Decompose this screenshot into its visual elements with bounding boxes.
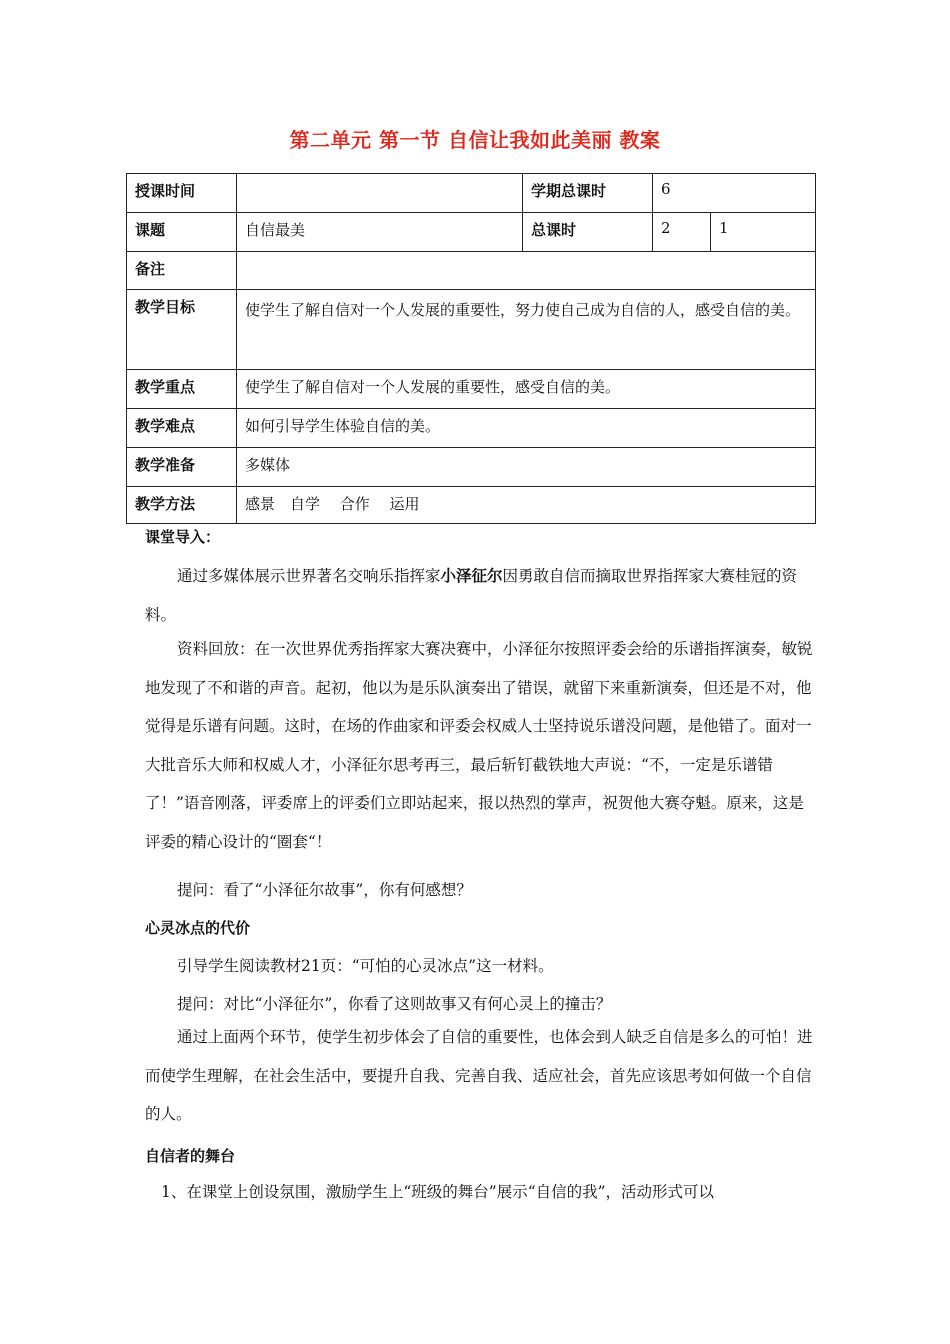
- total-hours-label: 总课时: [523, 213, 653, 252]
- term-hours-label: 学期总课时: [523, 174, 653, 213]
- stage-heading: 自信者的舞台: [145, 1147, 236, 1165]
- ice-paragraph-2: 通过上面两个环节，使学生初步体会了自信的重要性，也体会到人缺乏自信是多么的可怕！进而使学生理解，在社会生活中，要提升自我、完善自我、适应社会，首先应该思考如何做一个自信的人。: [145, 1028, 813, 1123]
- topic-value: 自信最美: [237, 213, 523, 252]
- table-row: [127, 487, 816, 524]
- ice-question: 提问：对比“小泽征尔”，你看了这则故事又有何心灵上的撞击？: [177, 995, 612, 1013]
- intro-paragraph-2: 资料回放：在一次世界优秀指挥家大赛决赛中，小泽征尔按照评委会给的乐谱指挥演奏，敏锐地发现了不和谐的声音。起初，他以为是乐队演奏出了错误，就留下来重新演奏，但还是不对，他觉得是乐谱有问题。这时，在场的作曲家和评委会权威人士坚持说乐谱没问题，是他错了。面对一大批音乐大师和权威人才，小泽征尔思考再三，最后斩钉截铁地大声说：“不，一定是乐谱错了！”语音刚落，评委席上的评委们立即站起来，报以热烈的掌声，祝贺他大赛夺魁。原来，这是评委的精心设计的“圈套“！: [145, 640, 813, 851]
- intro-paragraph-1: [145, 557, 817, 634]
- page-title: 第二单元 第一节 自信让我如此美丽 教案: [289, 128, 661, 152]
- prep-value: 多媒体: [237, 448, 816, 487]
- intro-text-b: 因勇敢自信而摘取世界指挥家大赛桂冠的资料。: [145, 567, 798, 624]
- table-row: [127, 448, 816, 487]
- table-row: [127, 252, 816, 290]
- stage-paragraph-1: 1、在课堂上创设氛围，激励学生上“班级的舞台”展示“自信的我”，活动形式可以: [161, 1183, 715, 1201]
- table-row: [127, 213, 816, 252]
- ice-paragraph-1: 引导学生阅读教材21页：“可怕的心灵冰点”这一材料。: [177, 957, 554, 975]
- goal-value: 使学生了解自信对一个人发展的重要性，努力使自己成为自信的人，感受自信的美。: [245, 301, 801, 319]
- time-value: [237, 174, 523, 213]
- table-row: [127, 174, 816, 213]
- intro-heading: 课堂导入：: [145, 528, 221, 546]
- difficulty-label: 教学难点: [127, 409, 237, 448]
- ice-heading: 心灵冰点的代价: [145, 919, 251, 937]
- table-row: [127, 409, 816, 448]
- intro-question: 提问：看了“小泽征尔故事”，你有何感想？: [177, 881, 472, 899]
- topic-label: 课题: [127, 213, 237, 252]
- table-row: [127, 290, 816, 370]
- difficulty-value: 如何引导学生体验自信的美。: [237, 409, 816, 448]
- table-row: [127, 370, 816, 409]
- time-label: 授课时间: [127, 174, 237, 213]
- lesson-info-table: [126, 173, 816, 524]
- total-hours-value: 2: [653, 213, 711, 252]
- notes-value: [237, 252, 816, 290]
- prep-label: 教学准备: [127, 448, 237, 487]
- notes-label: 备注: [127, 252, 237, 290]
- key-point-value: 使学生了解自信对一个人发展的重要性，感受自信的美。: [237, 370, 816, 409]
- key-point-label: 教学重点: [127, 370, 237, 409]
- intro-text-a: 通过多媒体展示世界著名交响乐指挥家: [177, 567, 441, 585]
- period-value: 1: [711, 213, 816, 252]
- conductor-name: 小泽征尔: [440, 567, 503, 585]
- method-label: 教学方法: [127, 487, 237, 524]
- goal-label: 教学目标: [127, 290, 237, 370]
- term-hours-value: 6: [653, 174, 816, 213]
- method-value: 感景 自学 合作 运用: [237, 487, 816, 524]
